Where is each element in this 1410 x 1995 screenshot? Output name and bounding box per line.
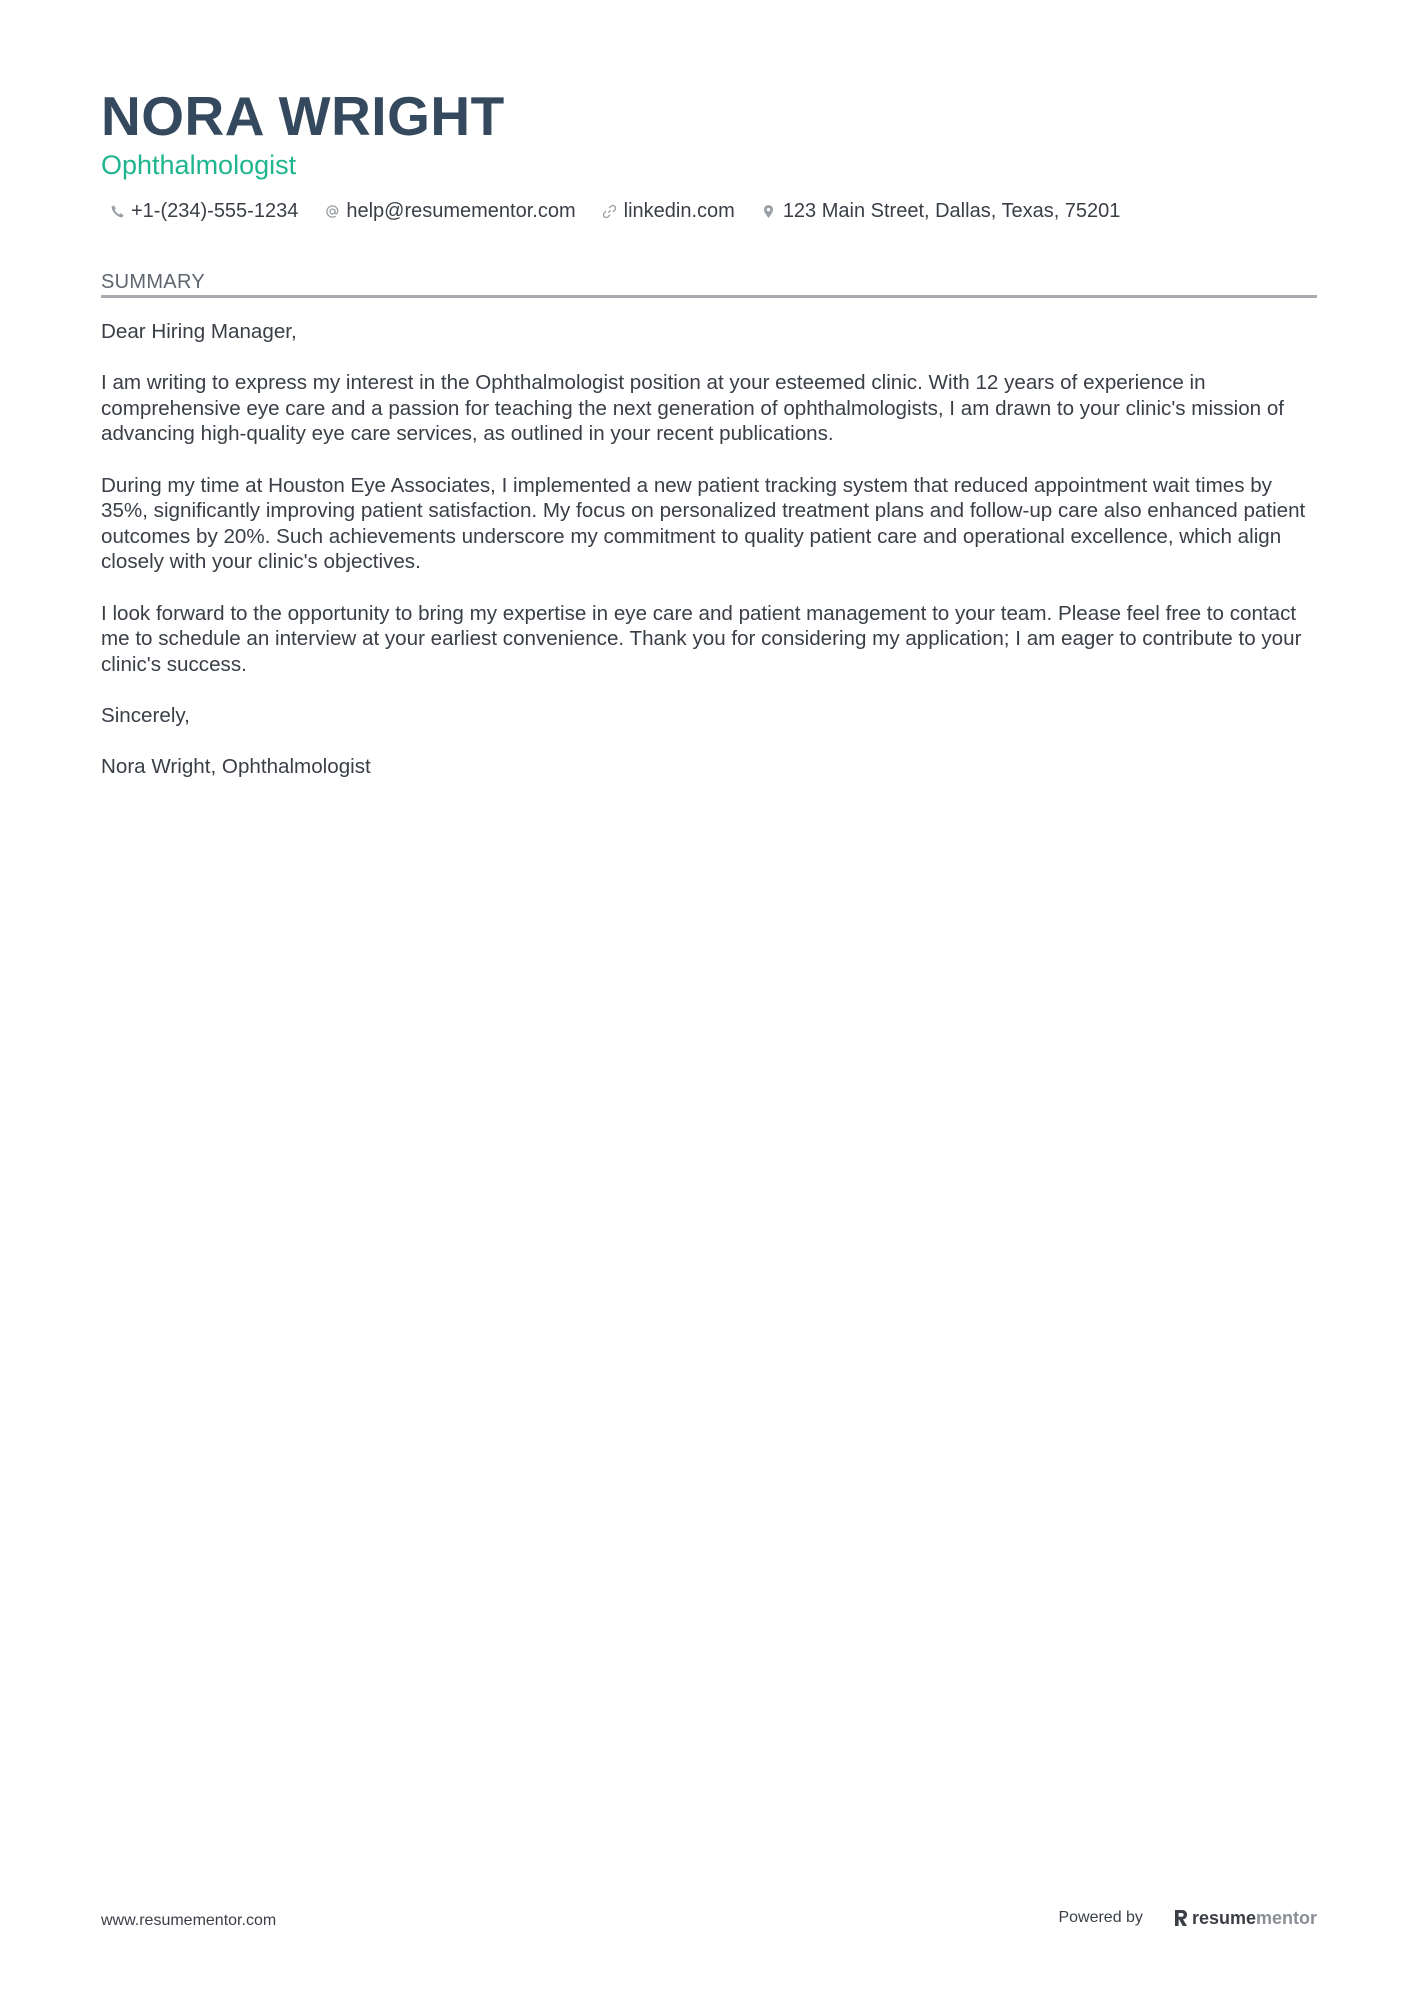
location-pin-icon bbox=[761, 203, 777, 219]
contact-phone-text: +1-(234)-555-1234 bbox=[131, 200, 299, 222]
letter-body bbox=[101, 319, 1317, 805]
letter-salutation: Dear Hiring Manager, bbox=[101, 320, 297, 343]
footer-website-link[interactable]: www.resumementor.com bbox=[101, 1912, 277, 1929]
letter-paragraph: I look forward to the opportunity to bring my expertise in eye care and patient management to your team. Please feel free to contact me to schedule an interview at your earliest convenience. Thank you for considering my application; I am eager to contribute to your clinic's success. bbox=[101, 601, 1302, 676]
cover-letter-page bbox=[101, 0, 1317, 1995]
section-divider bbox=[101, 295, 1317, 298]
letter-signature: Nora Wright, Ophthalmologist bbox=[101, 755, 371, 779]
phone-icon bbox=[109, 203, 125, 219]
contact-linkedin bbox=[602, 198, 735, 224]
powered-by-label: Powered by bbox=[1058, 1909, 1143, 1926]
letter-paragraph: During my time at Houston Eye Associates, I implemented a new patient tracking system that reduced appointment wait times by 35%, significantly improving patient satisfaction. My focus on personalized treatment plans and follow-up care also enhanced patient outcomes by 20%. Such achievements underscore my commitment to quality patient care and operational excellence, which align closely with your clinic's objectives. bbox=[101, 473, 1306, 574]
contact-bar bbox=[109, 198, 1146, 224]
contact-address-text: 123 Main Street, Dallas, Texas, 75201 bbox=[782, 200, 1121, 222]
contact-email-text: help@resumementor.com bbox=[346, 200, 576, 222]
candidate-role: Ophthalmologist bbox=[101, 150, 297, 180]
contact-linkedin-text: linkedin.com bbox=[623, 200, 735, 222]
letter-paragraph: I am writing to express my interest in the Ophthalmologist position at your esteemed clinic. With 12 years of experience in comprehensive eye care and a passion for teaching the next generation of ophthalmologists, I am drawn to your clinic's mission of advancing high-quality eye care services, as outlined in your recent publications. bbox=[101, 371, 1284, 446]
resumementor-logo-icon bbox=[1173, 1908, 1189, 1928]
brand-name-mentor: mentor bbox=[1255, 1908, 1317, 1928]
letter-closing: Sincerely, bbox=[101, 703, 190, 727]
section-title-summary: SUMMARY bbox=[101, 271, 205, 293]
brand-logo[interactable] bbox=[1173, 1907, 1317, 1929]
candidate-name: NORA WRIGHT bbox=[101, 85, 505, 147]
link-icon bbox=[602, 203, 618, 219]
contact-address bbox=[761, 198, 1121, 224]
brand-name-resume: resume bbox=[1191, 1908, 1256, 1928]
footer-powered-by bbox=[1058, 1907, 1317, 1929]
contact-email bbox=[324, 198, 575, 224]
contact-phone bbox=[109, 198, 298, 224]
at-icon bbox=[324, 203, 340, 219]
